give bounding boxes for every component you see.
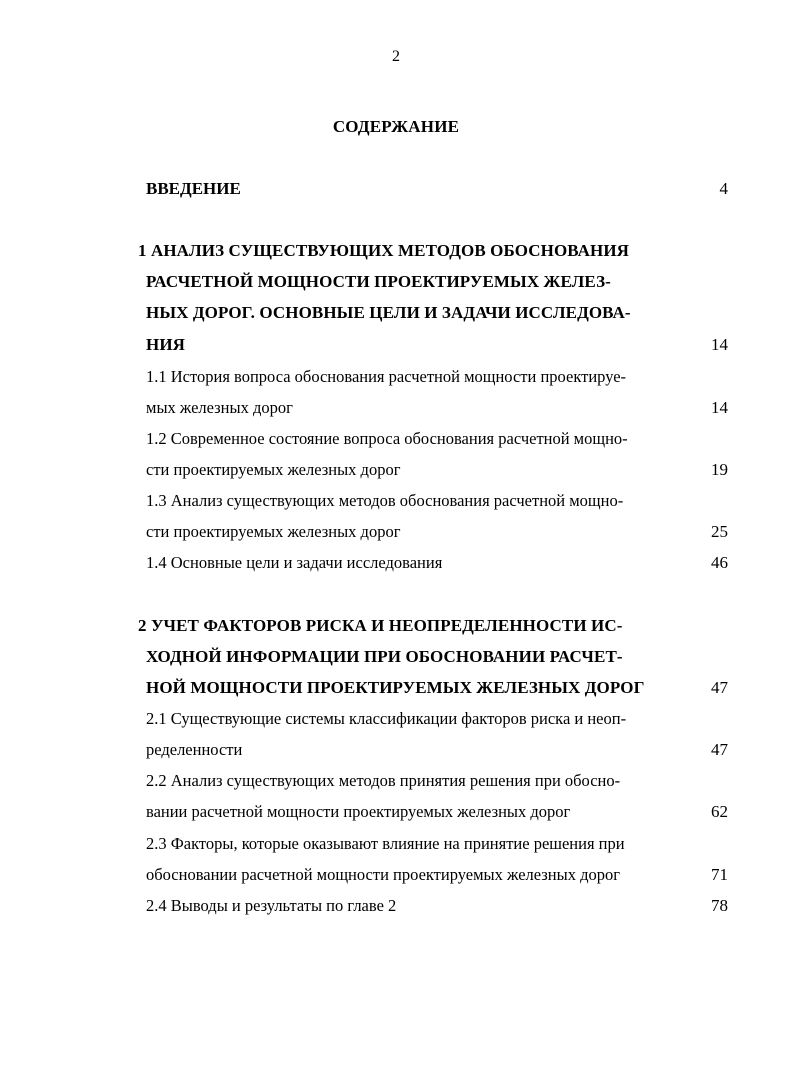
chapter1-heading-line: РАСЧЕТНОЙ МОЩНОСТИ ПРОЕКТИРУЕМЫХ ЖЕЛЕЗ- <box>146 272 611 291</box>
section-2-1-line: 2.1 Существующие системы классификации факторов риска и неоп- <box>146 709 627 728</box>
section-1-3-page: 25 <box>711 522 728 541</box>
section-2-2-line: 2.2 Анализ существующих методов принятия решения при обосно- <box>146 771 621 790</box>
section-2-4-page: 78 <box>711 896 728 915</box>
section-2-3-line: обосновании расчетной мощности проектируемых железных дорог <box>146 865 621 884</box>
chapter2-heading-line: НОЙ МОЩНОСТИ ПРОЕКТИРУЕМЫХ ЖЕЛЕЗНЫХ ДОРОГ <box>146 678 645 697</box>
section-2-3-line: 2.3 Факторы, которые оказывают влияние на принятие решения при <box>146 834 625 853</box>
section-2-2-line: вании расчетной мощности проектируемых железных дорог <box>146 802 571 821</box>
toc-entry-intro-label: ВВЕДЕНИЕ <box>146 179 241 198</box>
chapter1-heading-line: НЫХ ДОРОГ. ОСНОВНЫЕ ЦЕЛИ И ЗАДАЧИ ИССЛЕДОВА- <box>146 303 631 322</box>
section-1-4-line: 1.4 Основные цели и задачи исследования <box>146 553 443 572</box>
section-1-1-line: мых железных дорог <box>146 398 293 417</box>
chapter1-heading-line: 1 АНАЛИЗ СУЩЕСТВУЮЩИХ МЕТОДОВ ОБОСНОВАНИЯ <box>138 241 630 260</box>
page-number: 2 <box>392 48 400 65</box>
chapter2-page: 47 <box>711 678 728 697</box>
section-1-1-page: 14 <box>711 398 728 417</box>
section-1-2-page: 19 <box>711 460 728 479</box>
chapter2-heading-line: 2 УЧЕТ ФАКТОРОВ РИСКА И НЕОПРЕДЕЛЕННОСТИ ИС- <box>138 616 623 635</box>
section-1-1-line: 1.1 История вопроса обоснования расчетной мощности проектируе- <box>146 367 627 386</box>
section-2-2-page: 62 <box>711 802 728 821</box>
section-1-4-page: 46 <box>711 553 728 572</box>
section-2-3-page: 71 <box>711 865 728 884</box>
chapter1-heading-line: НИЯ <box>146 335 186 354</box>
toc-title: СОДЕРЖАНИЕ <box>332 117 460 136</box>
section-2-1-page: 47 <box>711 740 728 759</box>
section-2-1-line: ределенности <box>146 740 243 759</box>
toc-entry-intro-page: 4 <box>719 179 728 198</box>
chapter2-heading-line: ХОДНОЙ ИНФОРМАЦИИ ПРИ ОБОСНОВАНИИ РАСЧЕТ- <box>146 647 623 666</box>
section-1-2-line: сти проектируемых железных дорог <box>146 460 401 479</box>
section-1-3-line: 1.3 Анализ существующих методов обоснования расчетной мощно- <box>146 491 624 510</box>
section-2-4-line: 2.4 Выводы и результаты по главе 2 <box>146 896 397 915</box>
section-1-2-line: 1.2 Современное состояние вопроса обоснования расчетной мощно- <box>146 429 628 448</box>
chapter1-page: 14 <box>711 335 728 354</box>
section-1-3-line: сти проектируемых железных дорог <box>146 522 401 541</box>
